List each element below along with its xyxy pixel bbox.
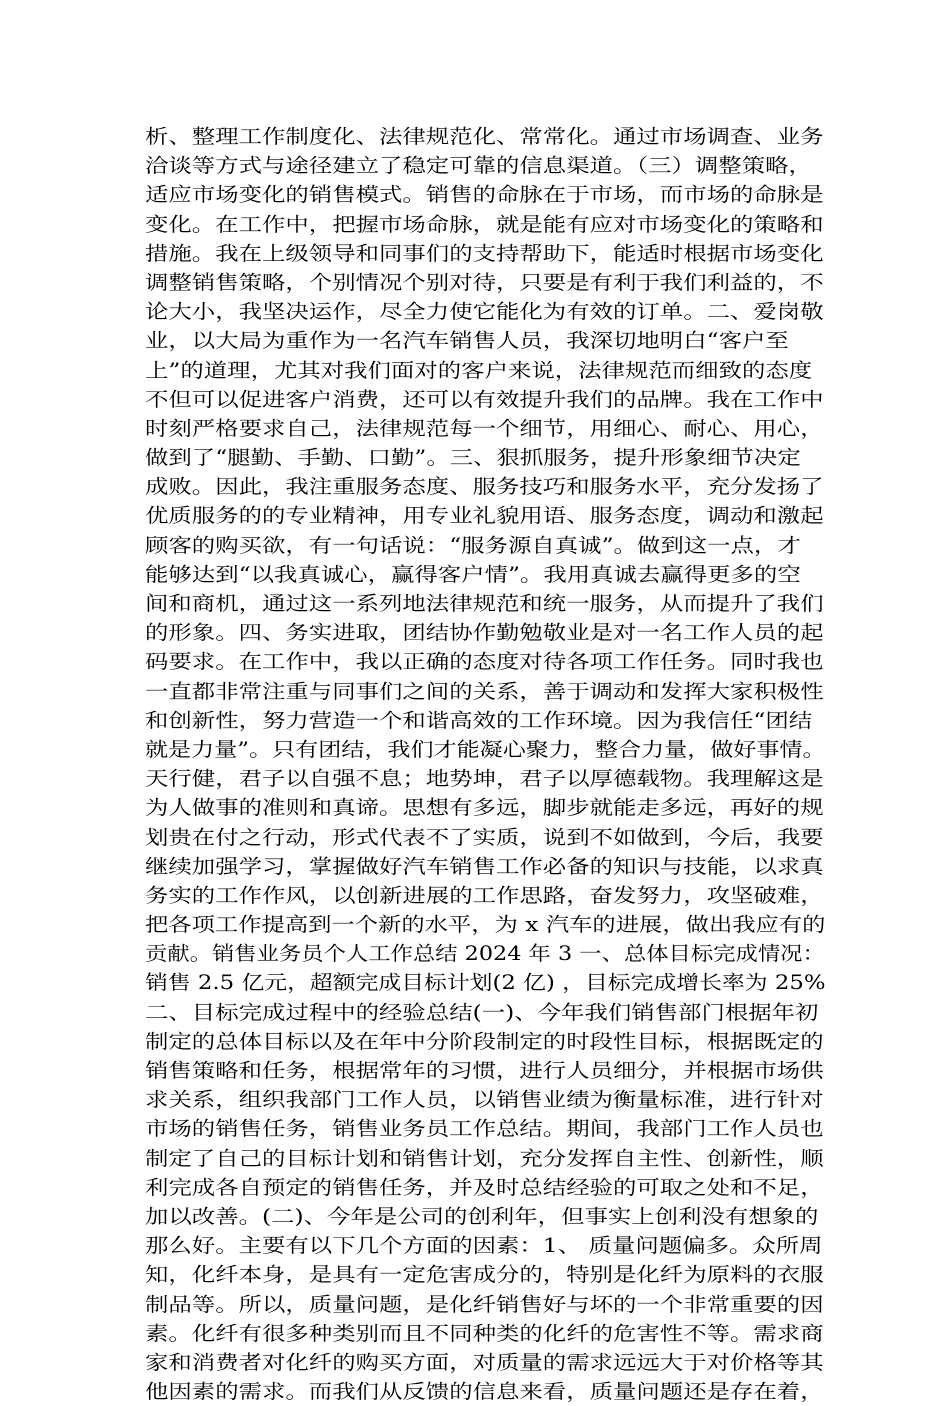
text-line: 优质服务的的专业精神，用专业礼貌用语、服务态度，调动和激起 [145, 504, 824, 528]
text-line: 变化。在工作中，把握市场命脉，就是能有应对市场变化的策略和 [145, 212, 824, 236]
text-line: 把各项工作提高到一个新的水平，为 x 汽车的进展，做出我应有的 [145, 913, 826, 937]
text-line: 素。化纤有很多种类别而且不同种类的化纤的危害性不等。需求商 [145, 1321, 824, 1345]
text-line: 一直都非常注重与同事们之间的关系，善于调动和发挥大家积极性 [145, 679, 824, 703]
text-line: 销售 2.5 亿元，超额完成目标计划(2 亿) ，目标完成增长率为 25% [145, 971, 826, 995]
text-line: 析、整理工作制度化、法律规范化、常常化。通过市场调查、业务 [145, 125, 824, 148]
text-line: 做到了“腿勤、手勤、口勤”。三、狠抓服务，提升形象细节决定 [145, 446, 801, 470]
text-line: 销售策略和任务，根据常年的习惯，进行人员细分，并根据市场供 [145, 1059, 824, 1082]
text-line: 不但可以促进客户消费，还可以有效提升我们的品牌。我在工作中 [145, 387, 824, 411]
text-line: 调整销售策略，个别情况个别对待，只要是有利于我们利益的，不 [145, 270, 824, 294]
text-line: 洽谈等方式与途径建立了稳定可靠的信息渠道。（三）调整策略， [145, 154, 812, 178]
text-line: 他因素的需求。而我们从反馈的信息来看，质量问题还是存在着， [145, 1380, 824, 1404]
text-line: 利完成各自预定的销售任务，并及时总结经验的可取之处和不足， [145, 1175, 824, 1199]
text-line: 务实的工作作风，以创新进展的工作思路，奋发努力，攻坚破难， [145, 883, 824, 907]
text-line: 制定的总体目标以及在年中分阶段制定的时段性目标，根据既定的 [145, 1029, 824, 1053]
text-line: 适应市场变化的销售模式。销售的命脉在于市场，而市场的命脉是 [145, 183, 824, 207]
text-line: 成败。因此，我注重服务态度、服务技巧和服务水平，充分发扬了 [145, 475, 824, 499]
text-line: 二、目标完成过程中的经验总结(一)、今年我们销售部门根据年初 [145, 1000, 819, 1024]
text-line: 上”的道理，尤其对我们面对的客户来说，法律规范而细致的态度 [145, 358, 813, 382]
text-line: 家和消费者对化纤的购买方面，对质量的需求远远大于对价格等其 [145, 1350, 824, 1374]
text-line: 码要求。在工作中，我以正确的态度对待各项工作任务。同时我也 [145, 650, 824, 674]
text-line: 那么好。主要有以下几个方面的因素：1、 质量问题偏多。众所周 [145, 1234, 823, 1258]
text-line: 的形象。四、务实进取，团结协作勤勉敬业是对一名工作人员的起 [145, 621, 824, 645]
text-line: 贡献。销售业务员个人工作总结 2024 年 3 一、总体目标完成情况： [145, 942, 825, 966]
text-line: 加以改善。(二)、今年是公司的创利年，但事实上创利没有想象的 [145, 1204, 819, 1228]
text-line: 时刻严格要求自己，法律规范每一个细节，用细心、耐心、用心， [145, 416, 824, 440]
text-line: 措施。我在上级领导和同事们的支持帮助下，能适时根据市场变化 [145, 241, 824, 265]
text-line: 天行健，君子以自强不息；地势坤，君子以厚德载物。我理解这是 [145, 767, 824, 791]
text-line: 和创新性，努力营造一个和谐高效的工作环境。因为我信任“团结 [145, 708, 813, 732]
text-line: 就是力量”。只有团结，我们才能凝心聚力，整合力量，做好事情。 [145, 737, 826, 761]
text-line: 制定了自己的目标计划和销售计划，充分发挥自主性、创新性，顺 [145, 1146, 824, 1170]
text-line: 为人做事的准则和真谛。思想有多远，脚步就能走多远，再好的规 [145, 796, 824, 820]
text-line: 能够达到“以我真诚心，赢得客户情”。我用真诚去赢得更多的空 [145, 562, 801, 586]
text-line: 论大小，我坚决运作，尽全力使它能化为有效的订单。二、爱岗敬 [145, 300, 824, 324]
text-line: 市场的销售任务，销售业务员工作总结。期间，我部门工作人员也 [145, 1117, 824, 1141]
text-line: 间和商机，通过这一系列地法律规范和统一服务，从而提升了我们 [145, 592, 824, 615]
text-line: 继续加强学习，掌握做好汽车销售工作必备的知识与技能，以求真 [145, 854, 824, 878]
body-text [145, 122, 825, 1406]
text-line: 求关系，组织我部门工作人员，以销售业绩为衡量标准，进行针对 [145, 1088, 824, 1112]
text-line: 顾客的购买欲，有一句话说：“服务源自真诚”。做到这一点，才 [145, 533, 801, 557]
text-line: 知，化纤本身，是具有一定危害成分的，特别是化纤为原料的衣服 [145, 1263, 824, 1287]
text-line: 划贵在付之行动，形式代表不了实质，说到不如做到，今后，我要 [145, 825, 824, 849]
text-line: 业，以大局为重作为一名汽车销售人员，我深切地明白“客户至 [145, 329, 789, 353]
text-line: 制品等。所以，质量问题，是化纤销售好与坏的一个非常重要的因 [145, 1292, 824, 1316]
